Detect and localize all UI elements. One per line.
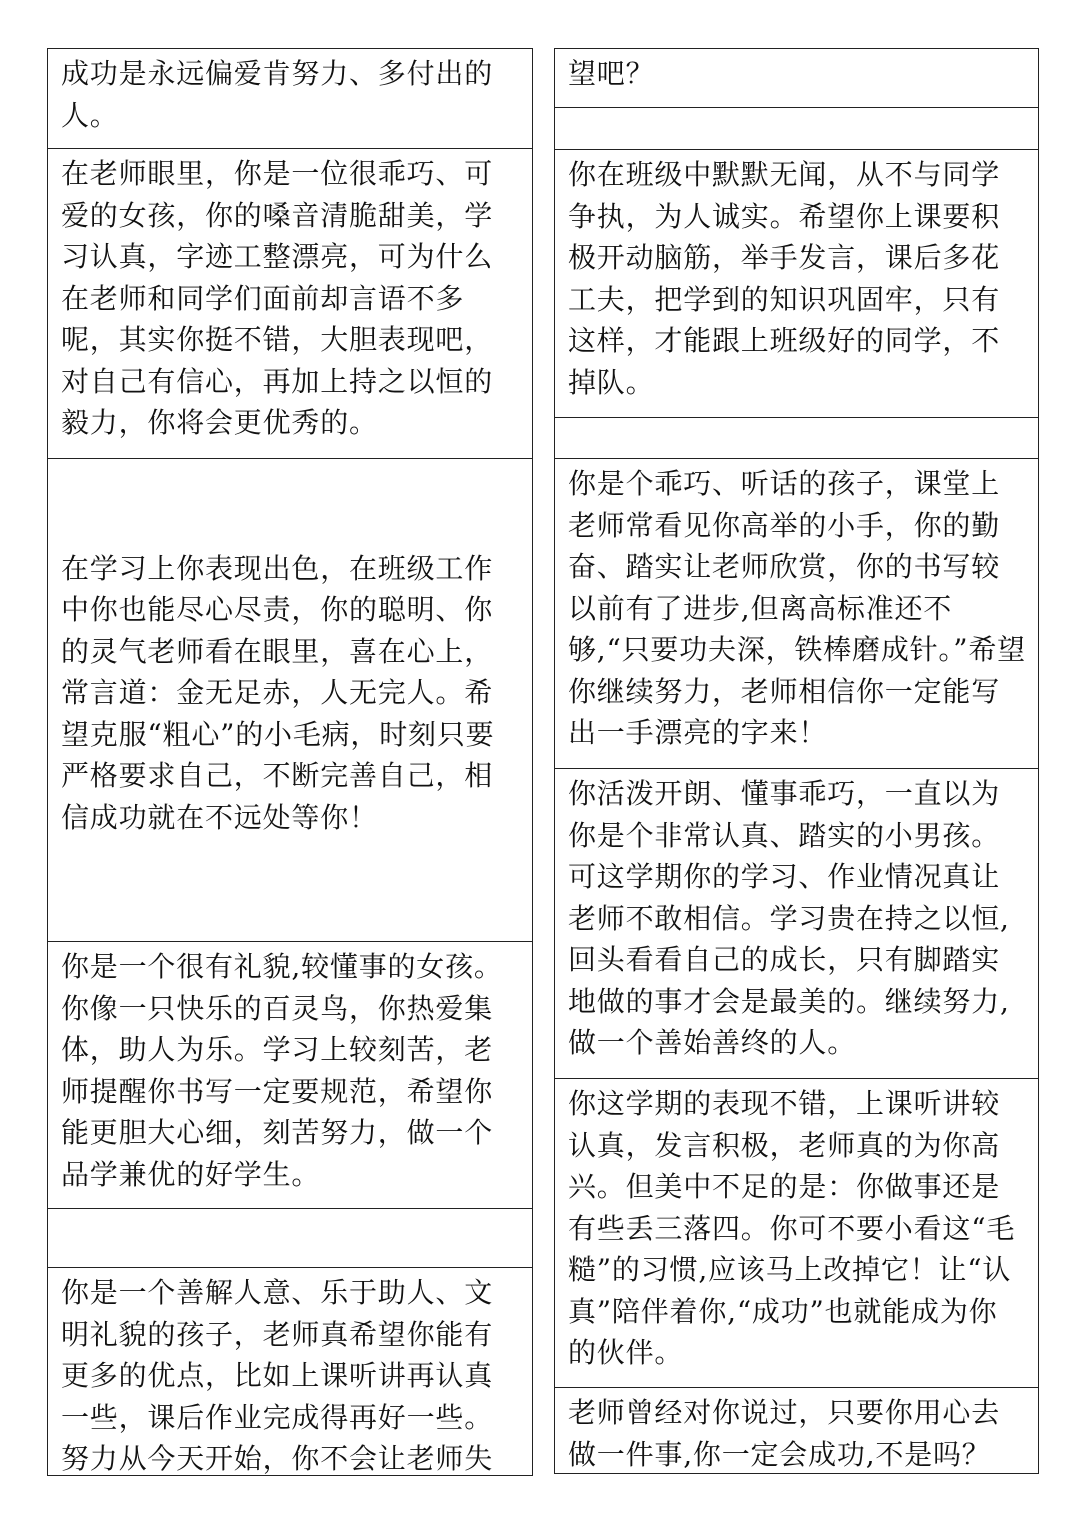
comment-cell bbox=[554, 769, 1039, 1079]
comment-text: 老师曾经对你说过，只要你用心去做一件事,你一定会成功,不是吗？ bbox=[568, 1396, 1001, 1471]
left-comment-column bbox=[47, 48, 533, 1476]
comment-cell bbox=[47, 1268, 533, 1476]
comment-cell bbox=[47, 459, 533, 942]
comment-text: 你在班级中默默无闻，从不与同学争执，为人诚实。希望你上课要积极开动脑筋，举手发言，课后多花工夫，把学到的知识巩固牢，只有这样，才能跟上班级好的同学，不掉队。 bbox=[568, 158, 1001, 399]
comment-text: 你活泼开朗、懂事乖巧，一直以为你是个非常认真、踏实的小男孩。可这学期你的学习、作业情况真让老师不敢相信。学习贵在持之以恒,回头看看自己的成长，只有脚踏实地做的事才会是最美的。继续努力,做一个善始善终的人。 bbox=[568, 777, 1010, 1059]
comment-text: 你是一个很有礼貌,较懂事的女孩。你像一只快乐的百灵鸟，你热爱集体，助人为乐。学习上较刻苦，老师提醒你书写一定要规范，希望你能更胆大心细，刻苦努力，做一个品学兼优的好学生。 bbox=[61, 950, 503, 1191]
comment-cell bbox=[554, 150, 1039, 418]
empty-cell bbox=[554, 418, 1039, 459]
empty-cell bbox=[47, 1209, 533, 1268]
comment-cell bbox=[554, 48, 1039, 108]
comment-cell bbox=[554, 1079, 1039, 1388]
comment-cell bbox=[554, 1388, 1039, 1474]
comment-cell bbox=[47, 942, 533, 1209]
comment-text: 你是个乖巧、听话的孩子，课堂上老师常看见你高举的小手，你的勤奋、踏实让老师欣赏，你的书写较以前有了进步,但离高标准还不够,“只要功夫深，铁棒磨成针。”希望你继续努力，老师相信你一定能写出一手漂亮的字来！ bbox=[568, 467, 1026, 749]
comment-cell bbox=[47, 149, 533, 459]
comment-cell bbox=[554, 459, 1039, 769]
empty-cell bbox=[554, 108, 1039, 150]
right-comment-column bbox=[554, 48, 1039, 1474]
comment-text: 在学习上你表现出色，在班级工作中你也能尽心尽责，你的聪明、你的灵气老师看在眼里，喜在心上，常言道：金无足赤，人无完人。希望克服“粗心”的小毛病，时刻只要严格要求自己，不断完善自己，相信成功就在不远处等你！ bbox=[61, 551, 495, 834]
comment-text: 望吧？ bbox=[568, 57, 655, 90]
comment-text: 在老师眼里，你是一位很乖巧、可爱的女孩，你的嗓音清脆甜美，学习认真，字迹工整漂亮，可为什么在老师和同学们面前却言语不多呢，其实你挺不错，大胆表现吧，对自己有信心，再加上持之以恒的毅力，你将会更优秀的。 bbox=[61, 157, 494, 439]
comment-text: 成功是永远偏爱肯努力、多付出的人。 bbox=[61, 57, 494, 132]
comment-cell bbox=[47, 48, 533, 149]
comment-text: 你是一个善解人意、乐于助人、文明礼貌的孩子，老师真希望你能有更多的优点，比如上课听讲再认真一些，课后作业完成得再好一些。努力从今天开始，你不会让老师失 bbox=[61, 1276, 494, 1475]
comment-text: 你这学期的表现不错，上课听讲较认真，发言积极，老师真的为你高兴。但美中不足的是：你做事还是有些丢三落四。你可不要小看这“毛糙”的习惯,应该马上改掉它！让“认真”陪伴着你,“成功”也就能成为你的伙伴。 bbox=[568, 1087, 1016, 1369]
